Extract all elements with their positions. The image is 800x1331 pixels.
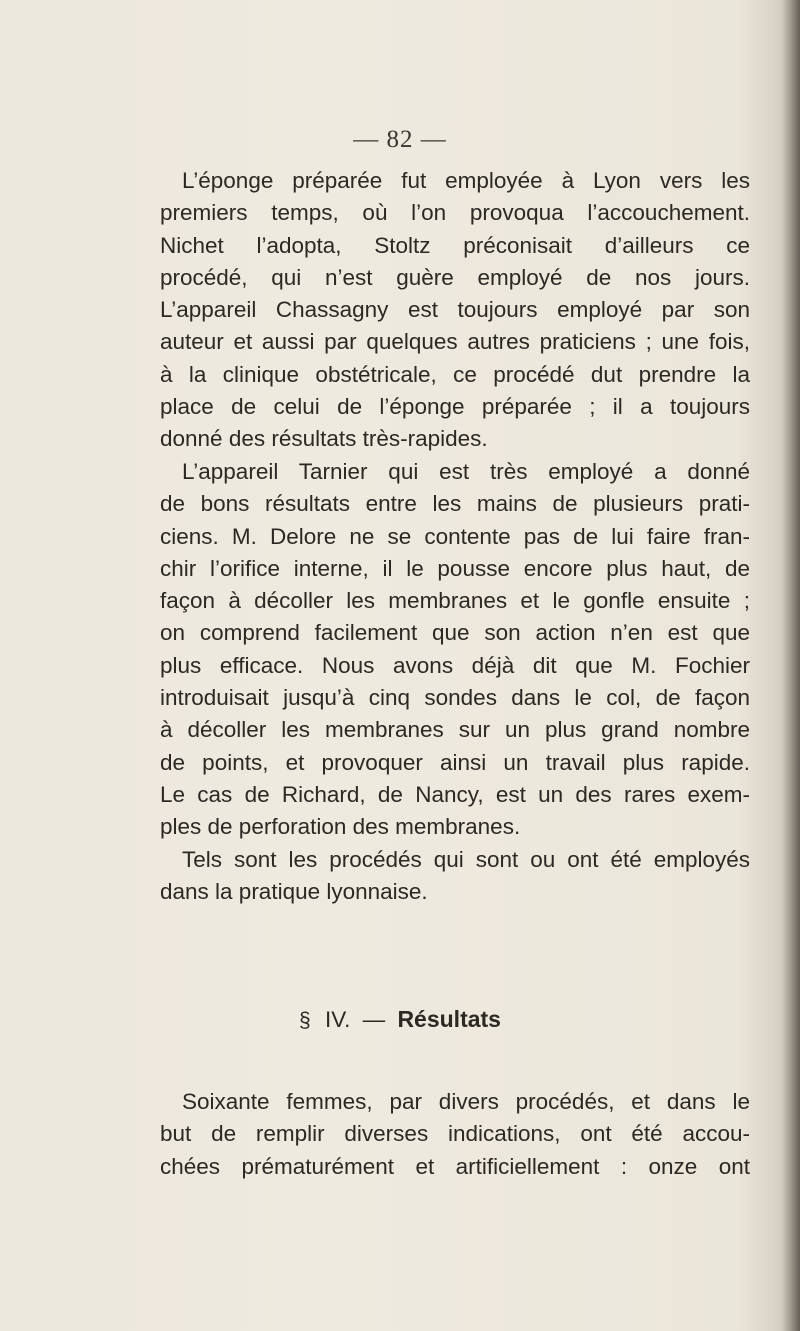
text-line: de points, et provoquer ainsi un travail plus rapide. (160, 749, 750, 775)
text-line: Le cas de Richard, de Nancy, est un des rares exem- (160, 781, 750, 807)
text-line: premiers temps, où l’on provoqua l’accouchement. (160, 200, 750, 226)
section-sign: § (299, 1009, 311, 1032)
paragraph-2 (160, 456, 750, 844)
text-line: place de celui de l’éponge préparée ; il a toujours (160, 394, 750, 420)
text-line: chées prématurément et artificiellement : onze ont (160, 1153, 750, 1179)
text-line: façon à décoller les membranes et le gonfle ensuite ; (160, 588, 750, 614)
paragraph-3 (160, 844, 750, 909)
page-edge-shadow (782, 0, 800, 1331)
text-line: chir l’orifice interne, il le pousse encore plus haut, de (160, 555, 750, 581)
paragraph-4 (160, 1086, 750, 1183)
text-line: Nichet l’adopta, Stoltz préconisait d’ailleurs ce (160, 232, 750, 258)
text-line: ciens. M. Delore ne se contente pas de lui faire fran- (160, 523, 750, 549)
text-line: auteur et aussi par quelques autres praticiens ; une fois, (160, 329, 750, 355)
page-number: — 82 — (353, 126, 447, 153)
text-line: à la clinique obstétricale, ce procédé dut prendre la (160, 361, 750, 387)
paragraph-1 (160, 165, 750, 456)
section-heading (0, 1006, 800, 1033)
text-line: procédé, qui n’est guère employé de nos jours. (160, 264, 750, 290)
text-line: L’appareil Chassagny est toujours employé par son (160, 297, 750, 323)
section-title: Résultats (397, 1006, 501, 1032)
text-line: dans la pratique lyonnaise. (160, 879, 428, 905)
text-line: L’éponge préparée fut employée à Lyon vers les (182, 168, 750, 193)
section-dash: — (362, 1007, 386, 1032)
text-line: L’appareil Tarnier qui est très employé a donné (182, 459, 750, 484)
text-line: Tels sont les procédés qui sont ou ont été employés (182, 847, 750, 872)
text-line: but de remplir diverses indications, ont été accou- (160, 1121, 750, 1147)
text-line: Soixante femmes, par divers procédés, et dans le (182, 1089, 750, 1114)
text-line: ples de perforation des membranes. (160, 814, 521, 840)
text-line: plus efficace. Nous avons déjà dit que M. Fochier (160, 652, 750, 678)
text-line: on comprend facilement que son action n’en est que (160, 620, 750, 646)
text-line: à décoller les membranes sur un plus grand nombre (160, 717, 750, 743)
text-line: de bons résultats entre les mains de plusieurs prati- (160, 491, 750, 517)
text-line: introduisait jusqu’à cinq sondes dans le col, de façon (160, 685, 750, 711)
section-number: IV. (324, 1007, 351, 1032)
text-line: donné des résultats très-rapides. (160, 426, 488, 452)
